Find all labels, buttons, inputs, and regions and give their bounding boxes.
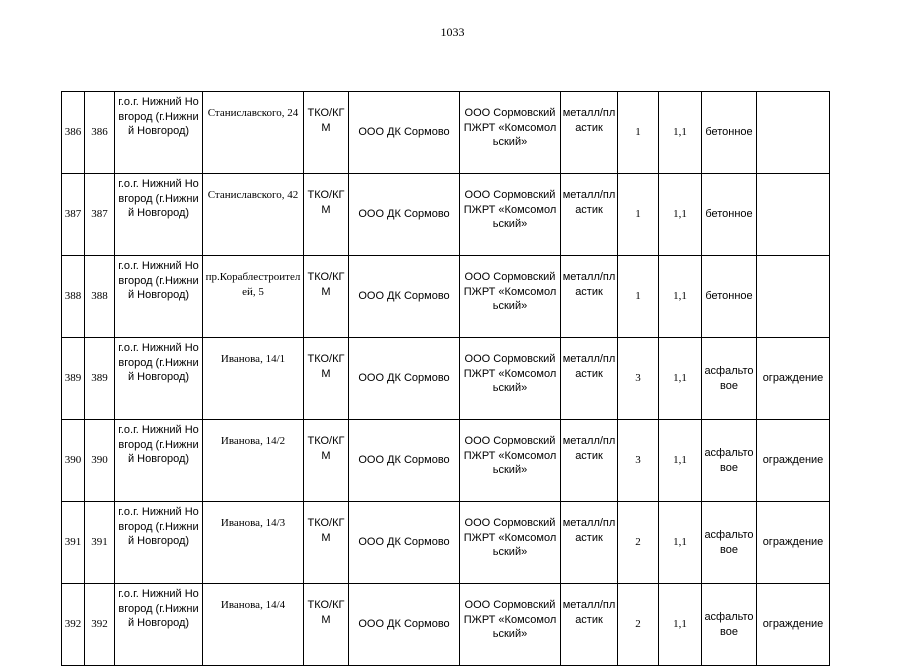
site-number-cell: 392 [85, 584, 115, 666]
row-number-cell: 386 [62, 92, 85, 174]
fence-cell [757, 256, 830, 338]
servicer-cell: ООО Сормовский ПЖРТ «Комсомольский» [460, 92, 561, 174]
address-cell: Иванова, 14/3 [203, 502, 304, 584]
fence-cell: ограждение [757, 420, 830, 502]
address-cell: Иванова, 14/1 [203, 338, 304, 420]
fence-cell: ограждение [757, 502, 830, 584]
fence-cell: ограждение [757, 338, 830, 420]
locality-cell: г.о.г. Нижний Новгород (г.Нижний Новгород) [115, 338, 203, 420]
row-number-cell: 388 [62, 256, 85, 338]
servicer-cell: ООО Сормовский ПЖРТ «Комсомольский» [460, 584, 561, 666]
material-cell: металл/пластик [561, 502, 618, 584]
material-cell: металл/пластик [561, 174, 618, 256]
material-cell: металл/пластик [561, 256, 618, 338]
site-number-cell: 389 [85, 338, 115, 420]
row-number-cell: 391 [62, 502, 85, 584]
servicer-cell: ООО Сормовский ПЖРТ «Комсомольский» [460, 420, 561, 502]
waste-type-cell: ТКО/КГМ [304, 92, 349, 174]
container-count-cell: 3 [618, 420, 659, 502]
owner-cell: ООО ДК Сормово [349, 420, 460, 502]
page-number: 1033 [440, 25, 465, 39]
table-row [62, 174, 830, 256]
locality-cell: г.о.г. Нижний Новгород (г.Нижний Новгород) [115, 256, 203, 338]
container-volume-cell: 1,1 [659, 420, 702, 502]
container-count-cell: 3 [618, 338, 659, 420]
table-row [62, 92, 830, 174]
row-number-cell: 387 [62, 174, 85, 256]
fence-cell [757, 174, 830, 256]
site-number-cell: 386 [85, 92, 115, 174]
container-count-cell: 1 [618, 92, 659, 174]
address-cell: Станиславского, 24 [203, 92, 304, 174]
container-volume-cell: 1,1 [659, 584, 702, 666]
owner-cell: ООО ДК Сормово [349, 338, 460, 420]
site-number-cell: 391 [85, 502, 115, 584]
site-number-cell: 388 [85, 256, 115, 338]
address-cell: Иванова, 14/2 [203, 420, 304, 502]
servicer-cell: ООО Сормовский ПЖРТ «Комсомольский» [460, 256, 561, 338]
waste-type-cell: ТКО/КГМ [304, 338, 349, 420]
site-number-cell: 387 [85, 174, 115, 256]
waste-type-cell: ТКО/КГМ [304, 502, 349, 584]
registry-table [61, 91, 830, 666]
owner-cell: ООО ДК Сормово [349, 256, 460, 338]
container-volume-cell: 1,1 [659, 256, 702, 338]
locality-cell: г.о.г. Нижний Новгород (г.Нижний Новгород) [115, 174, 203, 256]
row-number-cell: 390 [62, 420, 85, 502]
locality-cell: г.о.г. Нижний Новгород (г.Нижний Новгород) [115, 92, 203, 174]
servicer-cell: ООО Сормовский ПЖРТ «Комсомольский» [460, 502, 561, 584]
container-volume-cell: 1,1 [659, 502, 702, 584]
material-cell: металл/пластик [561, 92, 618, 174]
material-cell: металл/пластик [561, 420, 618, 502]
owner-cell: ООО ДК Сормово [349, 502, 460, 584]
material-cell: металл/пластик [561, 338, 618, 420]
table-row [62, 502, 830, 584]
address-cell: Станиславского, 42 [203, 174, 304, 256]
owner-cell: ООО ДК Сормово [349, 584, 460, 666]
table-row [62, 338, 830, 420]
fence-cell: ограждение [757, 584, 830, 666]
container-volume-cell: 1,1 [659, 338, 702, 420]
surface-cell: асфальтовое [702, 502, 757, 584]
waste-type-cell: ТКО/КГМ [304, 420, 349, 502]
registry-table-body [62, 92, 830, 666]
servicer-cell: ООО Сормовский ПЖРТ «Комсомольский» [460, 338, 561, 420]
site-number-cell: 390 [85, 420, 115, 502]
container-count-cell: 1 [618, 174, 659, 256]
locality-cell: г.о.г. Нижний Новгород (г.Нижний Новгород) [115, 420, 203, 502]
material-cell: металл/пластик [561, 584, 618, 666]
container-volume-cell: 1,1 [659, 174, 702, 256]
locality-cell: г.о.г. Нижний Новгород (г.Нижний Новгород) [115, 584, 203, 666]
container-volume-cell: 1,1 [659, 92, 702, 174]
waste-type-cell: ТКО/КГМ [304, 584, 349, 666]
row-number-cell: 392 [62, 584, 85, 666]
table-row [62, 420, 830, 502]
surface-cell: асфальтовое [702, 338, 757, 420]
container-count-cell: 2 [618, 584, 659, 666]
surface-cell: бетонное [702, 92, 757, 174]
surface-cell: асфальтовое [702, 420, 757, 502]
table-row [62, 584, 830, 666]
table-row [62, 256, 830, 338]
address-cell: пр.Кораблестроителей, 5 [203, 256, 304, 338]
servicer-cell: ООО Сормовский ПЖРТ «Комсомольский» [460, 174, 561, 256]
waste-type-cell: ТКО/КГМ [304, 256, 349, 338]
surface-cell: бетонное [702, 256, 757, 338]
row-number-cell: 389 [62, 338, 85, 420]
owner-cell: ООО ДК Сормово [349, 92, 460, 174]
owner-cell: ООО ДК Сормово [349, 174, 460, 256]
waste-type-cell: ТКО/КГМ [304, 174, 349, 256]
address-cell: Иванова, 14/4 [203, 584, 304, 666]
container-count-cell: 2 [618, 502, 659, 584]
fence-cell [757, 92, 830, 174]
surface-cell: бетонное [702, 174, 757, 256]
surface-cell: асфальтовое [702, 584, 757, 666]
locality-cell: г.о.г. Нижний Новгород (г.Нижний Новгород) [115, 502, 203, 584]
container-count-cell: 1 [618, 256, 659, 338]
